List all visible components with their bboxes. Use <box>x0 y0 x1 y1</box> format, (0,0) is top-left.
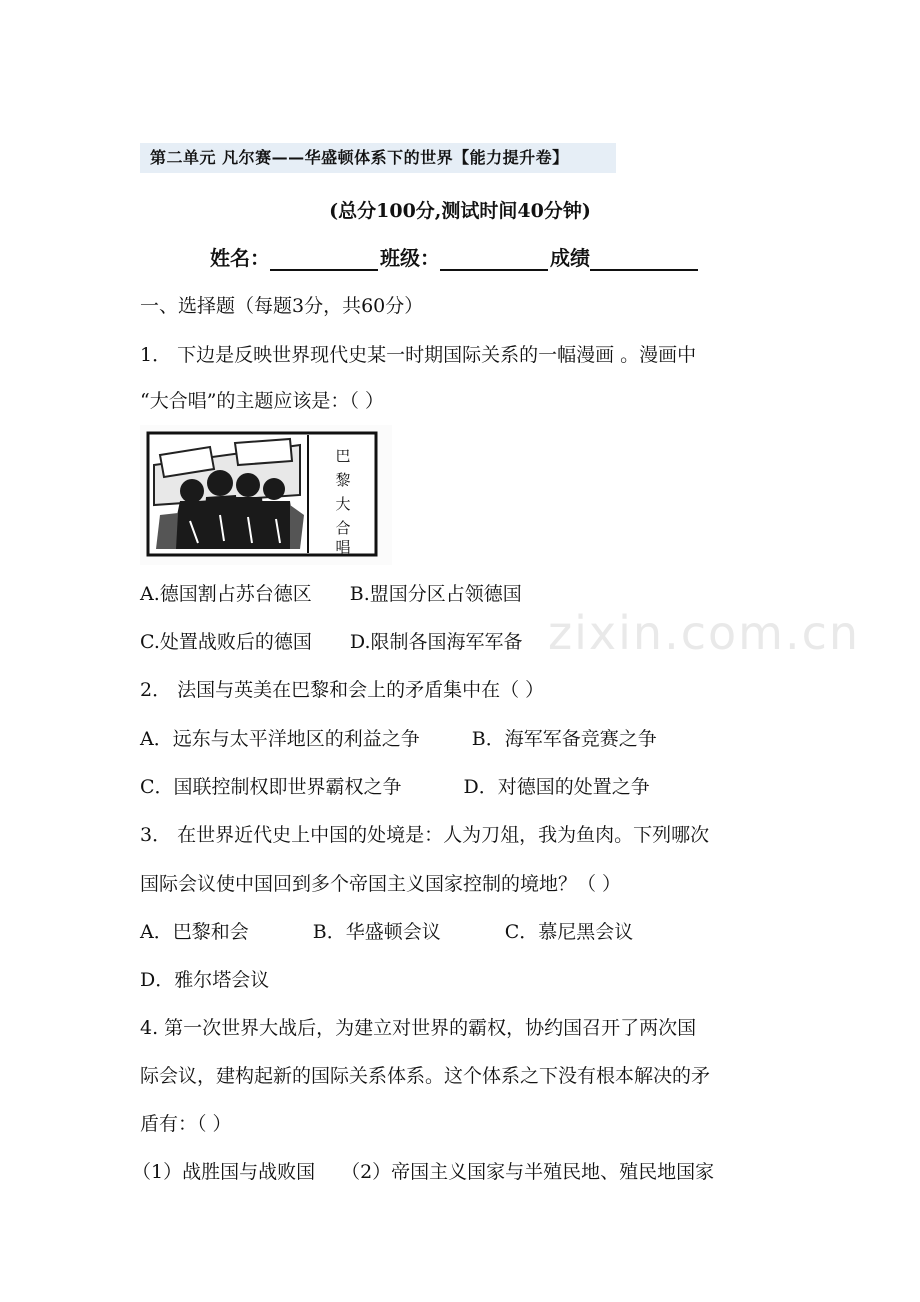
q1-option-a[interactable]: A.德国割占苏台德区 <box>140 583 312 605</box>
q2-option-c[interactable]: C．国联控制权即世界霸权之争 <box>140 776 402 798</box>
q1-options-row2 <box>140 630 523 654</box>
q3-options-row1 <box>140 920 633 944</box>
q1-option-c[interactable]: C.处置战败后的德国 <box>140 631 312 653</box>
cartoon-image <box>140 425 392 565</box>
q3-stem-line1: 3． 在世界近代史上中国的处境是：人为刀俎，我为鱼肉。下列哪次 <box>140 824 710 846</box>
section-title: 一、选择题（每题3分，共60分） <box>140 295 424 317</box>
q2-option-d[interactable]: D．对德国的处置之争 <box>463 776 650 798</box>
q1-option-d[interactable]: D.限制各国海军军备 <box>349 631 523 653</box>
caption-char-1: 巴 <box>335 447 351 465</box>
q1-option-b[interactable]: B.盟国分区占领德国 <box>349 583 522 605</box>
q1-options-row1 <box>140 582 522 606</box>
caption-char-2: 黎 <box>335 471 351 489</box>
caption-char-4: 合 <box>335 519 351 537</box>
q4-item-1: （1）战胜国与战败国 <box>132 1161 316 1183</box>
q4-stem-line3: 盾有：（ ） <box>140 1113 232 1135</box>
q2-option-a[interactable]: A．远东与太平洋地区的利益之争 <box>140 728 420 750</box>
q4-stem-line2: 际会议，建构起新的国际关系体系。这个体系之下没有根本解决的矛 <box>140 1065 711 1087</box>
q2-options-row1 <box>140 727 657 751</box>
q1-stem-line1: 1． 下边是反映世界现代史某一时期国际关系的一幅漫画 。漫画中 <box>140 344 697 366</box>
q2-options-row2 <box>140 775 650 799</box>
q3-option-d[interactable]: D．雅尔塔会议 <box>140 969 270 991</box>
name-blank[interactable] <box>270 249 378 271</box>
name-label: 姓名： <box>210 246 270 270</box>
q3-option-c[interactable]: C．慕尼黑会议 <box>504 921 634 943</box>
watermark: zixin.com.cn <box>548 606 861 660</box>
q3-options-row2 <box>140 968 269 992</box>
q4-item-2: （2）帝国主义国家与半殖民地、殖民地国家 <box>341 1161 715 1183</box>
q2-option-b[interactable]: B．海军军备竞赛之争 <box>471 728 657 750</box>
score-blank[interactable] <box>590 249 698 271</box>
caption-char-5: 唱 <box>335 538 351 556</box>
exam-subtitle: (总分100分,测试时间40分钟) <box>329 200 591 222</box>
q2-stem: 2． 法国与英美在巴黎和会上的矛盾集中在（ ） <box>140 679 545 701</box>
score-label: 成绩 <box>550 246 590 270</box>
q1-stem-line2: “大合唱”的主题应该是：（ ） <box>140 390 384 412</box>
student-info-line <box>210 242 700 271</box>
q3-option-a[interactable]: A．巴黎和会 <box>140 921 249 943</box>
q3-stem-line2: 国际会议使中国回到多个帝国主义国家控制的境地？（ ） <box>140 873 622 895</box>
caption-char-3: 大 <box>335 495 351 513</box>
unit-title: 第二单元 凡尔赛——华盛顿体系下的世界【能力提升卷】 <box>140 143 616 173</box>
q3-option-b[interactable]: B．华盛顿会议 <box>312 921 441 943</box>
class-label: 班级： <box>380 246 440 270</box>
class-blank[interactable] <box>440 249 548 271</box>
q4-stem-line1: 4. 第一次世界大战后，为建立对世界的霸权，协约国召开了两次国 <box>140 1017 697 1039</box>
q4-items-row1 <box>132 1160 714 1184</box>
paris-chorus-cartoon <box>140 425 392 565</box>
